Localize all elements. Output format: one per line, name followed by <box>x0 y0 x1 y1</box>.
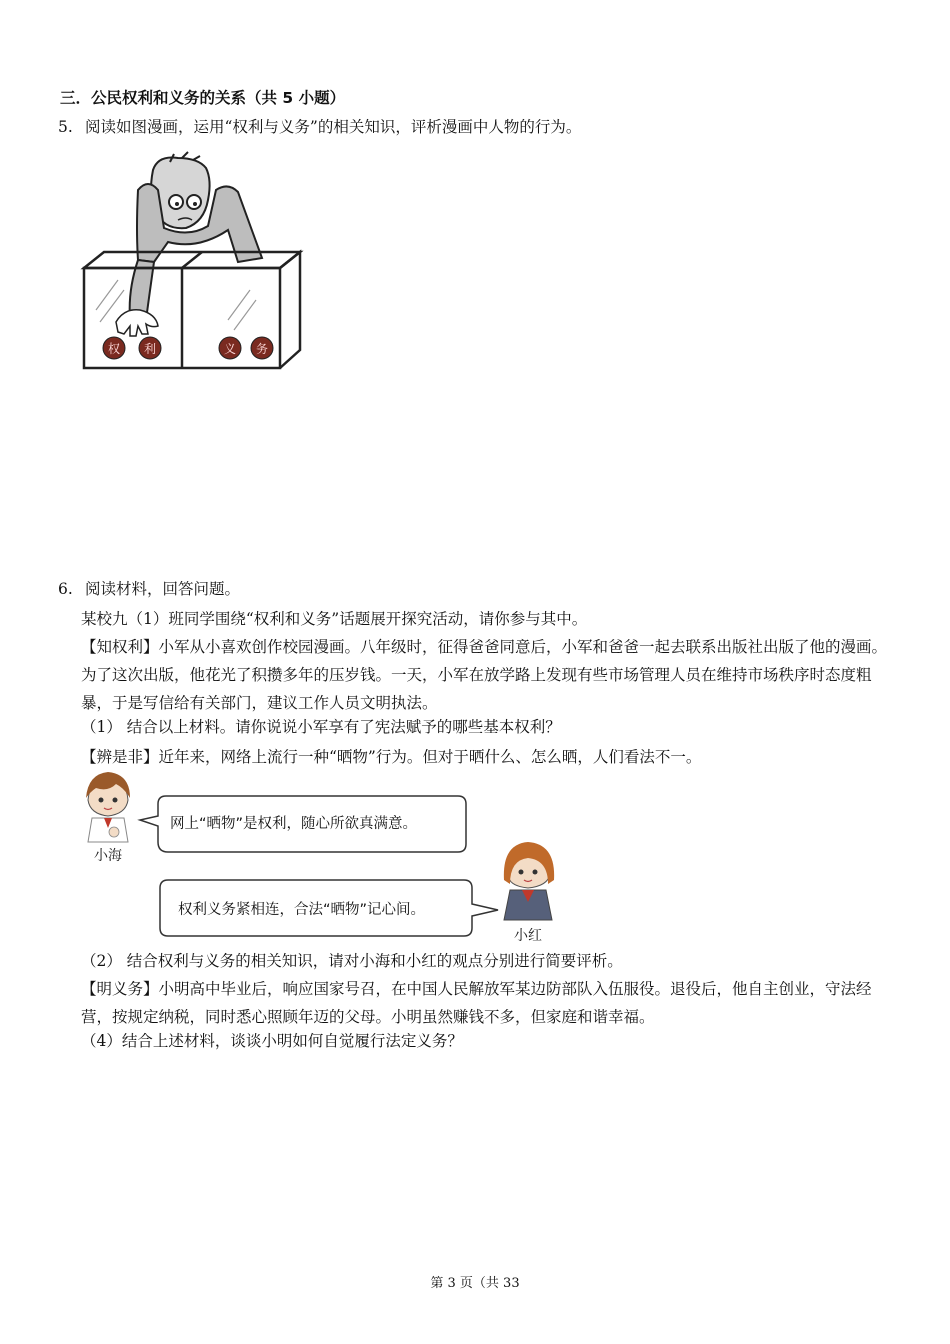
page-footer <box>0 1272 950 1291</box>
ball-label: 务 <box>255 342 269 356</box>
q6-section-duties: 【明义务】小明高中毕业后，响应国家号召，在中国人民解放军某边防部队入伍服役。退役后，他自主创业，守法经营，按规定纳税，同时悉心照顾年迈的父母。小明虽然赚钱不多，但家庭和谐幸福。 <box>81 980 872 1026</box>
q6-section-judge: 【辨是非】近年来，网络上流行一种“晒物”行为。但对于晒什么、怎么晒，人们看法不一。 <box>81 748 702 766</box>
q6-section-know-rights: 【知权利】小军从小喜欢创作校园漫画。八年级时，征得爸爸同意后，小军和爸爸一起去联系出版社出版了他的漫画。为了这次出版，他花光了积攒多年的压岁钱。一天，小军在放学路上发现有些市场管理人员在维持市场秩序时态度粗暴，于是写信给有关部门，建议工作人员文明执法。 <box>81 638 888 712</box>
question-5-prompt: 阅读如图漫画，运用“权利与义务”的相关知识，评析漫画中人物的行为。 <box>85 118 582 136</box>
boy-avatar-icon <box>86 772 130 842</box>
cartoon-ball-li <box>139 337 161 359</box>
q6-intro: 某校九（1）班同学围绕“权利和义务”话题展开探究活动，请你参与其中。 <box>81 610 588 628</box>
speaker-xiaohong: 小红 <box>514 928 542 944</box>
ball-label: 利 <box>143 342 157 356</box>
q6-question-1: （1） 结合以上材料。请你说说小军享有了宪法赋予的哪些基本权利？ <box>81 718 561 736</box>
dialogue-illustration <box>78 770 578 948</box>
page-number-label: 第 3 页（共 33 <box>430 1276 520 1291</box>
girl-avatar-icon <box>504 842 554 920</box>
question-5-number: 5. <box>58 118 73 136</box>
cartoon-hand <box>116 310 158 336</box>
speaker-xiaohai: 小海 <box>94 848 122 864</box>
question-6-number: 6. <box>58 580 73 598</box>
cartoon-ball-yi <box>219 337 241 359</box>
rights-duties-cartoon <box>78 150 308 382</box>
cartoon-ball-quan <box>103 337 125 359</box>
section-title: 三．公民权利和义务的关系（共 5 小题） <box>60 89 346 107</box>
bubble-1-text: 网上“晒物”是权利，随心所欲真满意。 <box>170 816 418 832</box>
q6-question-2: （2） 结合权利与义务的相关知识，请对小海和小红的观点分别进行简要评析。 <box>81 952 623 970</box>
cartoon-ball-wu <box>251 337 273 359</box>
q6-question-4: （4）结合上述材料，谈谈小明如何自觉履行法定义务？ <box>81 1032 463 1050</box>
bubble-2-text: 权利义务紧相连，合法“晒物”记心间。 <box>178 902 426 918</box>
ball-label: 权 <box>107 342 121 356</box>
ball-label: 义 <box>223 342 237 356</box>
question-6-prompt: 阅读材料，回答问题。 <box>85 580 241 598</box>
